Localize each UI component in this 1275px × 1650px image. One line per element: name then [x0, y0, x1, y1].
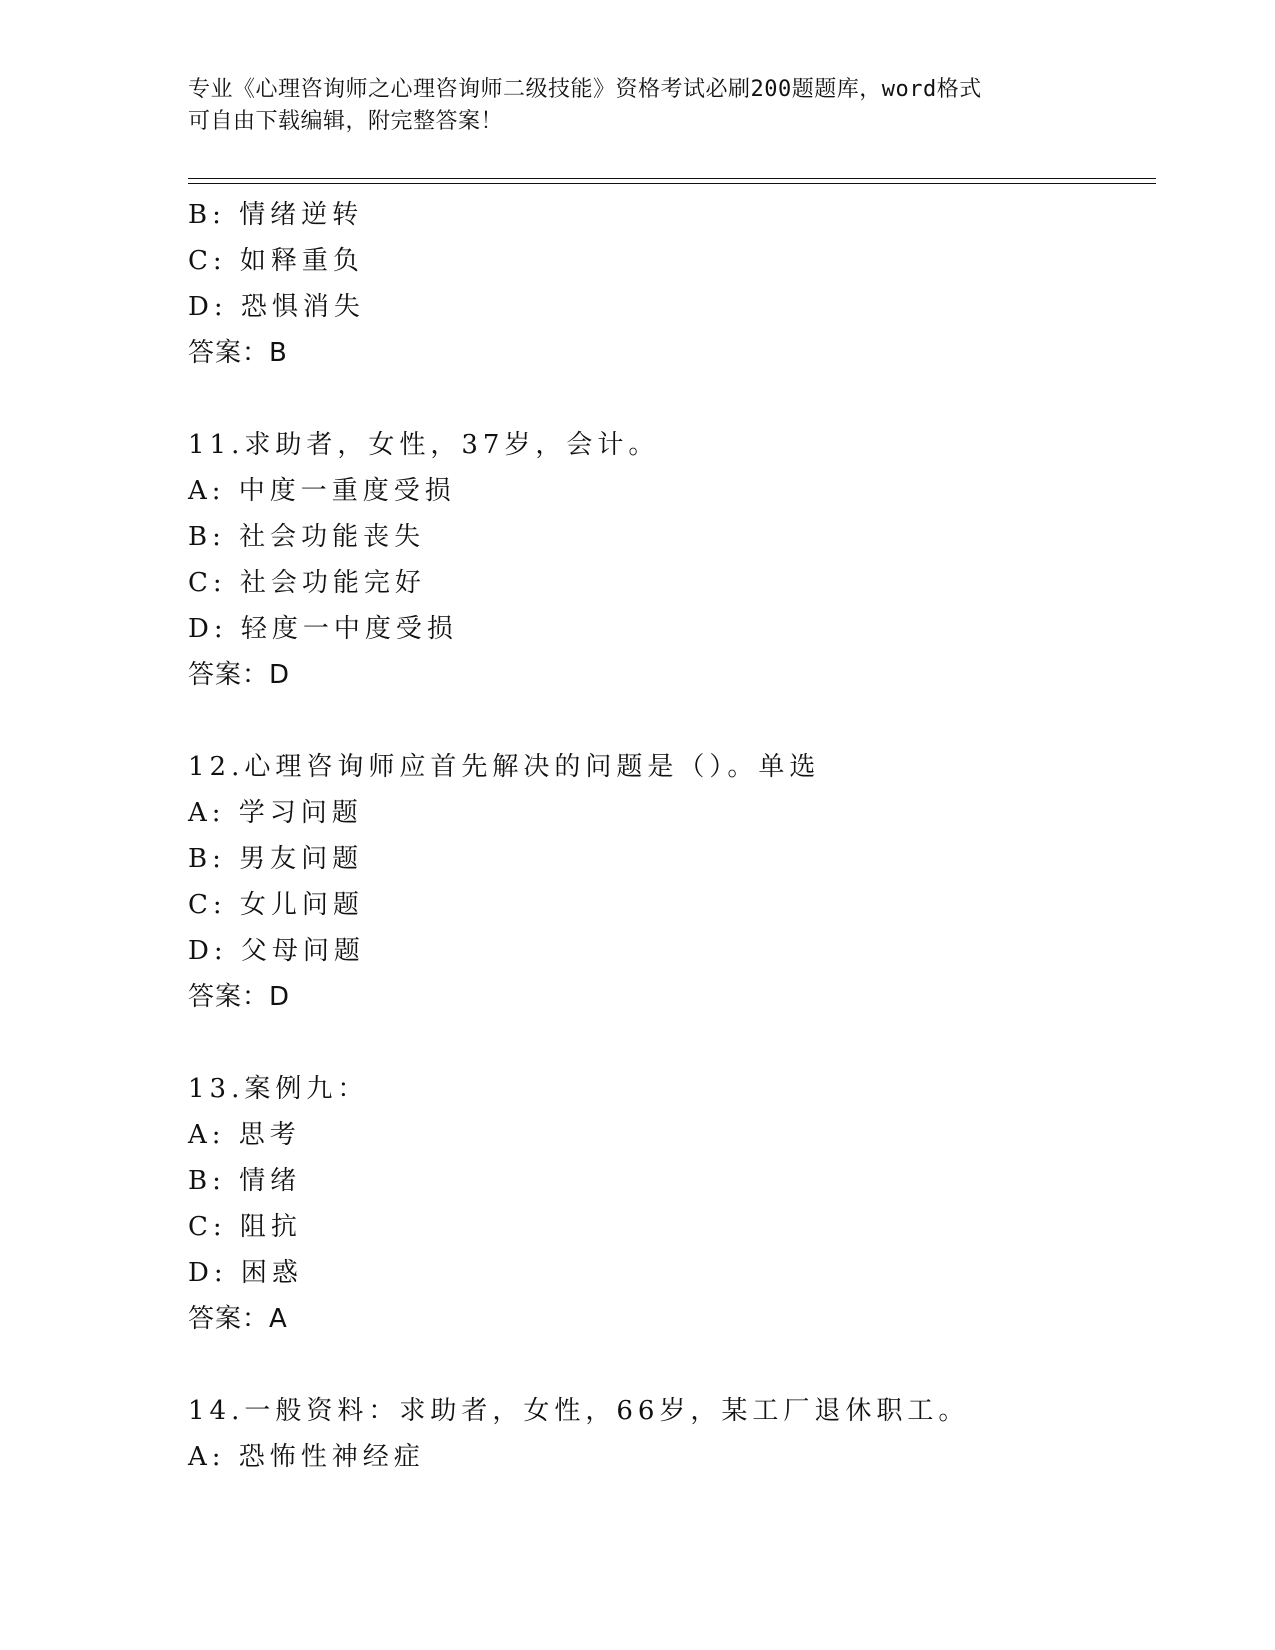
question-spacer	[188, 1342, 1148, 1388]
option-b: B: 情绪逆转	[188, 200, 364, 230]
question-block-10	[188, 192, 1148, 376]
option-c: C: 女儿问题	[188, 890, 364, 920]
option-a: A: 中度一重度受损	[188, 476, 456, 506]
questions-body	[188, 192, 1148, 1480]
option-a: A: 学习问题	[188, 798, 363, 828]
option-b: B: 社会功能丧失	[188, 522, 426, 552]
answer-line: 答案：A	[188, 1304, 288, 1334]
option-c: C: 如释重负	[188, 246, 364, 276]
header-rule-top	[188, 178, 1156, 179]
option-d: D: 父母问题	[188, 936, 365, 966]
option-c: C: 阻抗	[188, 1212, 302, 1242]
option-a: A: 恐怖性神经症	[188, 1442, 425, 1472]
question-stem: 12.心理咨询师应首先解决的问题是（）。单选	[188, 752, 821, 782]
answer-line: 答案：D	[188, 982, 291, 1012]
question-block-11	[188, 422, 1148, 698]
question-spacer	[188, 376, 1148, 422]
option-d: D: 轻度一中度受损	[188, 614, 458, 644]
question-block-12	[188, 744, 1148, 1020]
answer-line: 答案：B	[188, 338, 288, 368]
option-b: B: 男友问题	[188, 844, 364, 874]
document-header	[188, 74, 1088, 138]
header-rule-bottom	[188, 183, 1156, 184]
option-c: C: 社会功能完好	[188, 568, 426, 598]
question-block-13	[188, 1066, 1148, 1342]
question-spacer	[188, 698, 1148, 744]
question-stem: 14.一般资料：求助者，女性，66岁，某工厂退休职工。	[188, 1396, 970, 1426]
option-a: A: 思考	[188, 1120, 301, 1150]
option-d: D: 困惑	[188, 1258, 303, 1288]
question-stem: 11.求助者，女性，37岁，会计。	[188, 430, 660, 460]
answer-line: 答案：D	[188, 660, 291, 690]
option-b: B: 情绪	[188, 1166, 302, 1196]
header-line-1: 专业《心理咨询师之心理咨询师二级技能》资格考试必刷200题题库，word格式	[188, 77, 982, 102]
question-spacer	[188, 1020, 1148, 1066]
option-d: D: 恐惧消失	[188, 292, 365, 322]
header-line-2: 可自由下载编辑，附完整答案！	[188, 109, 504, 134]
question-stem: 13.案例九：	[188, 1074, 369, 1104]
question-block-14	[188, 1388, 1148, 1480]
